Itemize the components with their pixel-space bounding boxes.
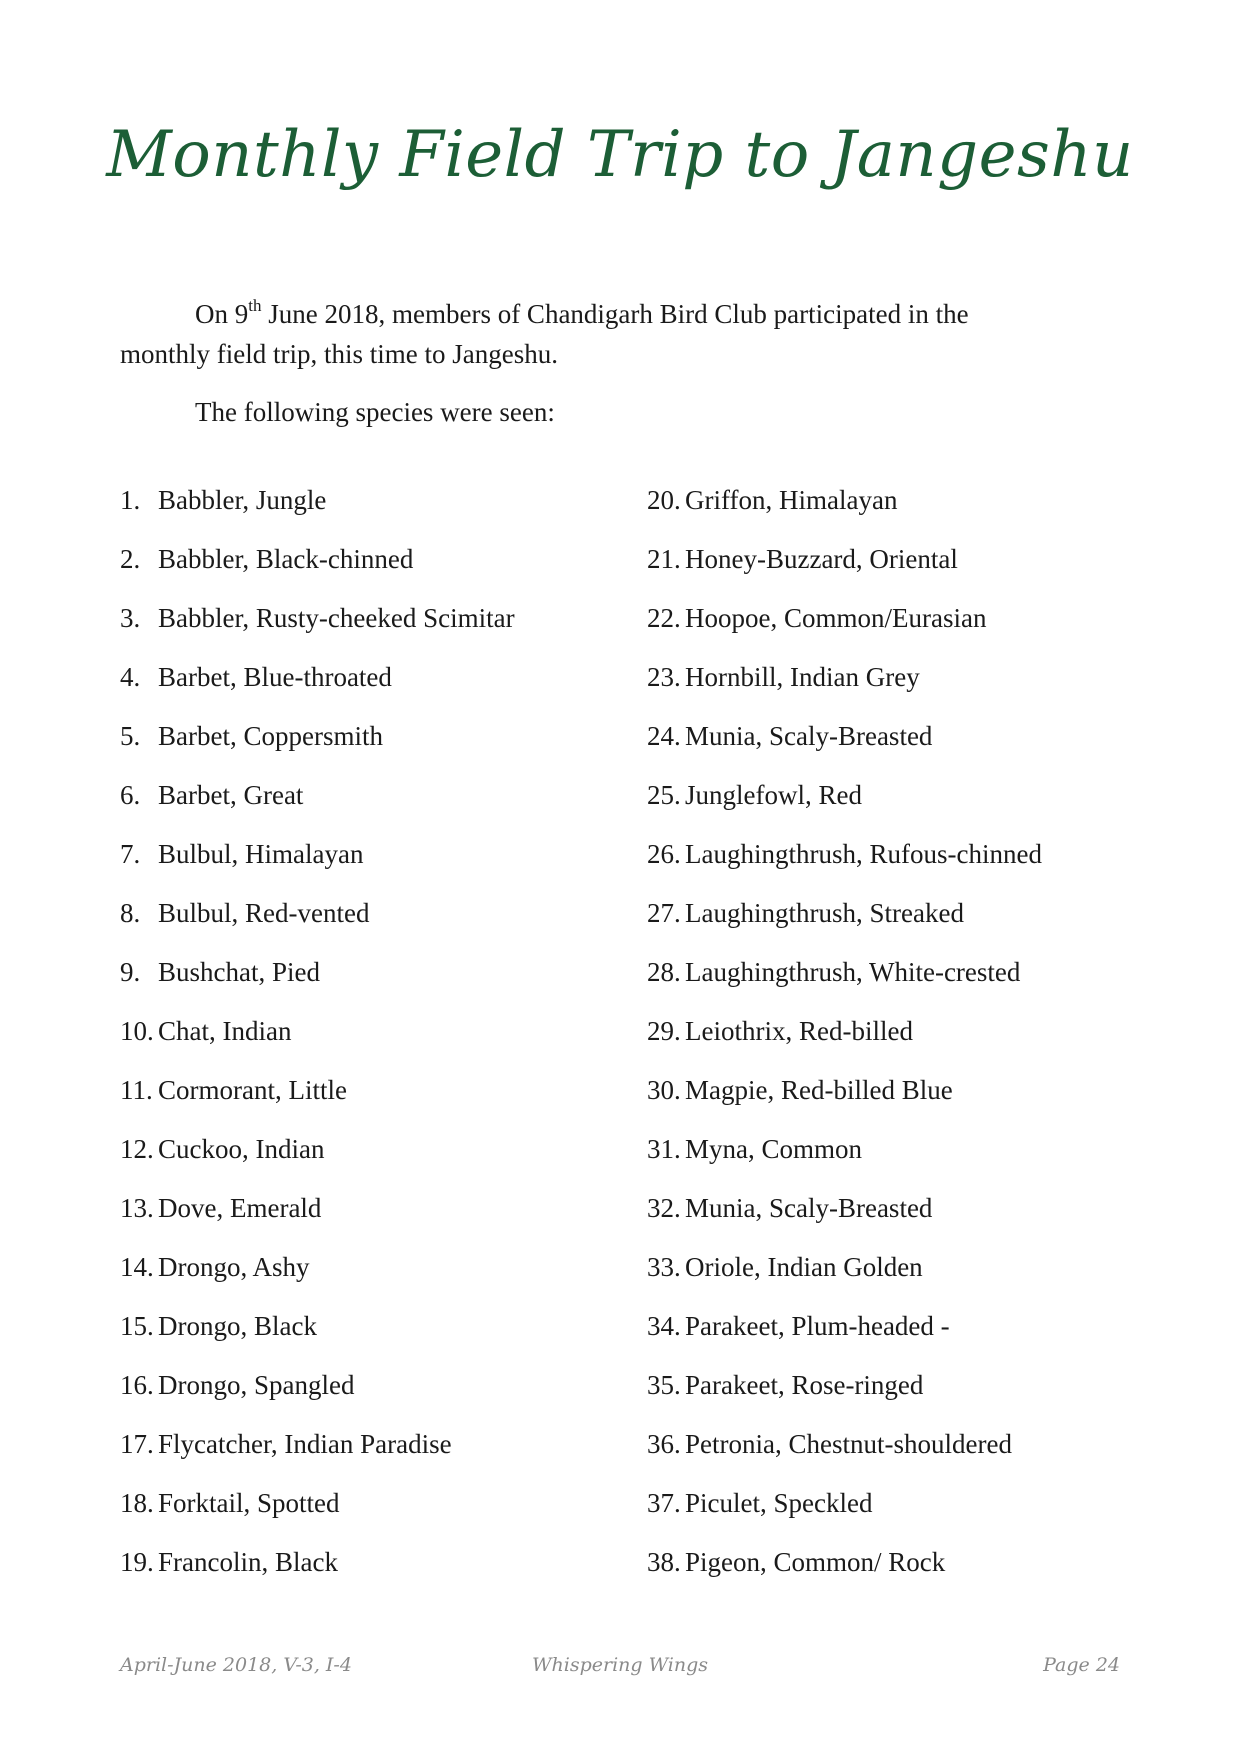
species-name: Munia, Scaly-Breasted xyxy=(685,721,933,751)
species-number: 9. xyxy=(120,957,141,987)
species-number: 38. xyxy=(647,1547,681,1577)
species-number: 35. xyxy=(647,1370,681,1400)
species-number: 1. xyxy=(120,485,141,515)
species-item xyxy=(120,1011,515,1070)
species-number: 16. xyxy=(120,1370,154,1400)
species-item xyxy=(647,539,1042,598)
species-name: Barbet, Blue-throated xyxy=(158,662,392,692)
species-name: Petronia, Chestnut-shouldered xyxy=(685,1429,1012,1459)
species-number: 15. xyxy=(120,1311,154,1341)
species-name: Babbler, Jungle xyxy=(158,485,327,515)
species-number: 12. xyxy=(120,1134,154,1164)
species-number: 31. xyxy=(647,1134,681,1164)
species-number: 5. xyxy=(120,721,141,751)
species-item xyxy=(647,1365,1042,1424)
species-item xyxy=(647,775,1042,834)
species-item xyxy=(647,1542,1042,1601)
species-name: Drongo, Spangled xyxy=(158,1370,355,1400)
species-name: Bulbul, Red-vented xyxy=(158,898,370,928)
species-item xyxy=(120,1542,515,1601)
species-number: 11. xyxy=(120,1075,153,1105)
species-item xyxy=(120,893,515,952)
species-number: 26. xyxy=(647,839,681,869)
species-name: Laughingthrush, White-crested xyxy=(685,957,1021,987)
species-item xyxy=(647,657,1042,716)
intro-paragraph xyxy=(120,294,1050,374)
species-number: 36. xyxy=(647,1429,681,1459)
species-item xyxy=(647,1424,1042,1483)
species-number: 10. xyxy=(120,1016,154,1046)
species-name: Flycatcher, Indian Paradise xyxy=(158,1429,452,1459)
species-name: Parakeet, Rose-ringed xyxy=(685,1370,924,1400)
species-item xyxy=(647,1070,1042,1129)
species-number: 22. xyxy=(647,603,681,633)
species-name: Myna, Common xyxy=(685,1134,863,1164)
species-number: 25. xyxy=(647,780,681,810)
species-item xyxy=(647,893,1042,952)
species-item xyxy=(120,657,515,716)
species-list-left xyxy=(120,480,515,1601)
species-item xyxy=(120,1424,515,1483)
species-item xyxy=(647,1188,1042,1247)
species-item xyxy=(120,1483,515,1542)
species-item xyxy=(120,1365,515,1424)
species-number: 21. xyxy=(647,544,681,574)
species-item xyxy=(647,1011,1042,1070)
species-number: 13. xyxy=(120,1193,154,1223)
species-name: Junglefowl, Red xyxy=(685,780,862,810)
species-name: Laughingthrush, Rufous-chinned xyxy=(685,839,1042,869)
species-item xyxy=(120,834,515,893)
intro-text: June 2018, members of Chandigarh Bird Club participated in the monthly field trip, this time to Jangeshu. xyxy=(120,299,969,369)
species-name: Babbler, Rusty-cheeked Scimitar xyxy=(158,603,515,633)
species-name: Oriole, Indian Golden xyxy=(685,1252,923,1282)
species-item xyxy=(647,834,1042,893)
footer-issue: April-June 2018, V-3, I-4 xyxy=(120,1654,352,1676)
species-name: Pigeon, Common/ Rock xyxy=(685,1547,946,1577)
species-name: Forktail, Spotted xyxy=(158,1488,340,1518)
species-item xyxy=(120,480,515,539)
intro-superscript: th xyxy=(248,296,262,315)
species-number: 8. xyxy=(120,898,141,928)
page-title: Monthly Field Trip to Jangeshu xyxy=(106,118,1134,192)
species-number: 4. xyxy=(120,662,141,692)
species-name: Piculet, Speckled xyxy=(685,1488,873,1518)
footer-publication: Whispering Wings xyxy=(531,1654,709,1676)
species-number: 14. xyxy=(120,1252,154,1282)
species-name: Bulbul, Himalayan xyxy=(158,839,364,869)
species-name: Laughingthrush, Streaked xyxy=(685,898,964,928)
species-number: 18. xyxy=(120,1488,154,1518)
species-number: 34. xyxy=(647,1311,681,1341)
species-name: Magpie, Red-billed Blue xyxy=(685,1075,953,1105)
species-name: Griffon, Himalayan xyxy=(685,485,898,515)
species-number: 32. xyxy=(647,1193,681,1223)
species-number: 33. xyxy=(647,1252,681,1282)
species-item xyxy=(647,1129,1042,1188)
footer-page-number: Page 24 xyxy=(1043,1654,1120,1676)
species-list-right xyxy=(647,480,1042,1601)
species-name: Barbet, Coppersmith xyxy=(158,721,383,751)
species-number: 3. xyxy=(120,603,141,633)
species-name: Francolin, Black xyxy=(158,1547,338,1577)
species-number: 27. xyxy=(647,898,681,928)
species-item xyxy=(120,1070,515,1129)
species-item xyxy=(120,598,515,657)
species-item xyxy=(647,1247,1042,1306)
species-number: 6. xyxy=(120,780,141,810)
species-item xyxy=(120,539,515,598)
species-name: Drongo, Ashy xyxy=(158,1252,310,1282)
species-name: Chat, Indian xyxy=(158,1016,292,1046)
species-number: 30. xyxy=(647,1075,681,1105)
species-number: 23. xyxy=(647,662,681,692)
species-item xyxy=(647,1306,1042,1365)
species-name: Babbler, Black-chinned xyxy=(158,544,414,574)
species-number: 17. xyxy=(120,1429,154,1459)
species-name: Cormorant, Little xyxy=(158,1075,347,1105)
species-name: Barbet, Great xyxy=(158,780,304,810)
species-name: Dove, Emerald xyxy=(158,1193,322,1223)
species-name: Drongo, Black xyxy=(158,1311,317,1341)
species-number: 24. xyxy=(647,721,681,751)
intro-prefix: On 9 xyxy=(195,299,249,329)
species-item xyxy=(647,952,1042,1011)
species-item xyxy=(647,716,1042,775)
species-number: 28. xyxy=(647,957,681,987)
species-name: Hornbill, Indian Grey xyxy=(685,662,920,692)
species-item xyxy=(120,716,515,775)
species-name: Leiothrix, Red-billed xyxy=(685,1016,913,1046)
species-item xyxy=(647,598,1042,657)
species-name: Parakeet, Plum-headed - xyxy=(685,1311,950,1341)
species-item xyxy=(120,1188,515,1247)
species-name: Honey-Buzzard, Oriental xyxy=(685,544,958,574)
species-item xyxy=(120,952,515,1011)
species-number: 20. xyxy=(647,485,681,515)
species-number: 7. xyxy=(120,839,141,869)
species-number: 37. xyxy=(647,1488,681,1518)
species-lead-text: The following species were seen: xyxy=(195,397,555,427)
species-item xyxy=(120,1129,515,1188)
species-number: 19. xyxy=(120,1547,154,1577)
species-number: 29. xyxy=(647,1016,681,1046)
species-name: Cuckoo, Indian xyxy=(158,1134,325,1164)
species-number: 2. xyxy=(120,544,141,574)
species-item xyxy=(120,1306,515,1365)
species-name: Bushchat, Pied xyxy=(158,957,320,987)
species-item xyxy=(120,1247,515,1306)
species-item xyxy=(120,775,515,834)
species-item xyxy=(647,1483,1042,1542)
species-name: Munia, Scaly-Breasted xyxy=(685,1193,933,1223)
species-name: Hoopoe, Common/Eurasian xyxy=(685,603,987,633)
species-item xyxy=(647,480,1042,539)
